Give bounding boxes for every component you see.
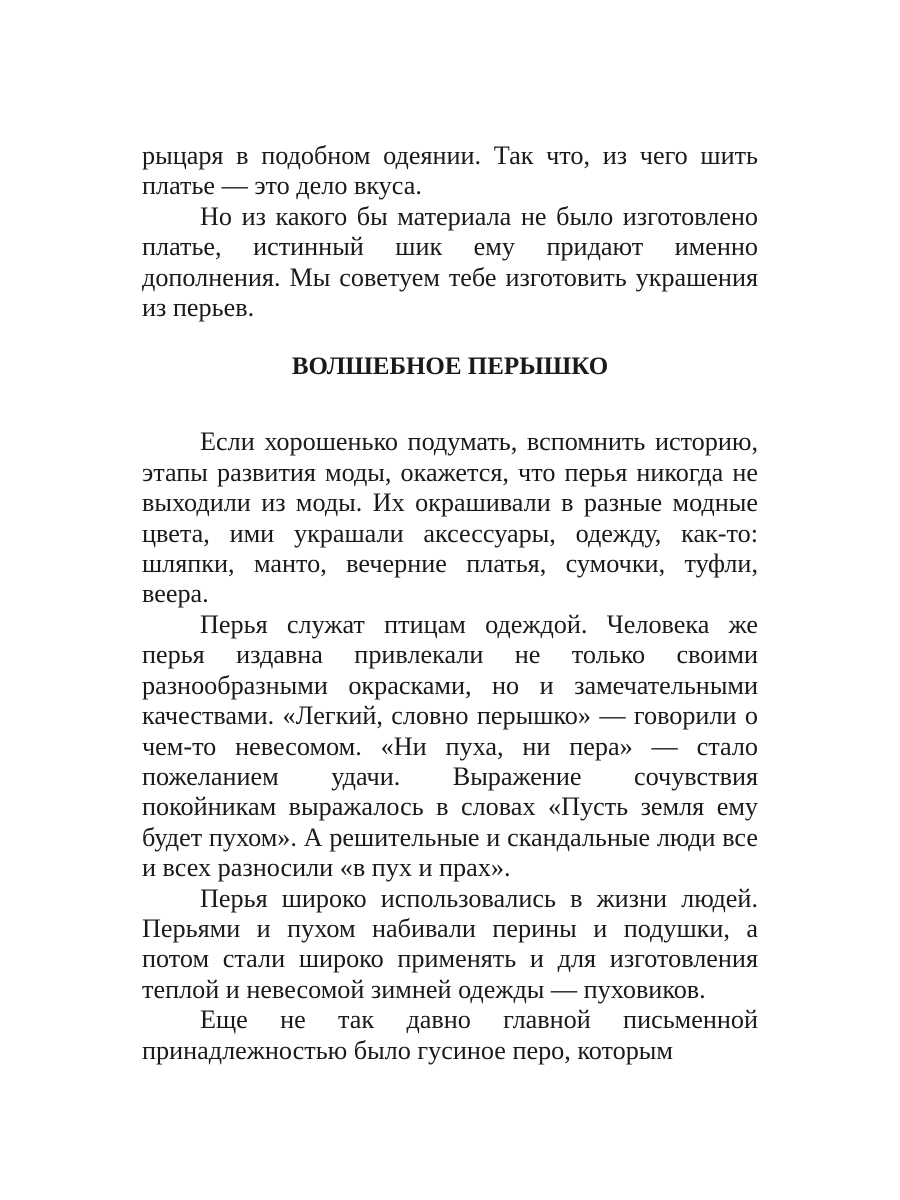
paragraph-fashion-history: Если хорошенько подумать, вспомнить историю, этапы развития моды, окажется, что перья никогда не выходили из моды. Их окрашивали в разные модные цвета, ими украшали аксессуары, одежду, как-то: шляпки, манто, вечерние платья, сумочки, туфли, веера.: [142, 427, 758, 609]
page-body: [142, 141, 758, 1066]
paragraph-continuation: рыцаря в подобном одеянии. Так что, из чего шить платье — это дело вкуса.: [142, 141, 758, 201]
paragraph-feather-uses: Перья широко использовались в жизни людей. Перьями и пухом набивали перины и подушки, а потом стали широко применять и для изготовления теплой и невесомой зимней одежды — пуховиков.: [142, 883, 758, 1004]
paragraph-feather-sayings: Перья служат птицам одеждой. Человека же перья издавна привлекали не только своими разнообразными окрасками, но и замечательными качествами. «Легкий, словно перышко» — говорили о чем-то невесомом. «Ни пуха, ни пера» — стало пожеланием удачи. Выражение сочувствия покойникам выражалось в словах «Пусть земля ему будет пухом». А решительные и скандальные люди все и всех разносили «в пух и прах».: [142, 609, 758, 883]
paragraph-materials: Но из какого бы материала не было изготовлено платье, истинный шик ему придают именно дополнения. Мы советуем тебе изготовить украшения из перьев.: [142, 201, 758, 323]
section-heading: ВОЛШЕБНОЕ ПЕРЫШКО: [291, 353, 609, 381]
paragraph-quill: Еще не так давно главной письменной принадлежностью было гусиное перо, которым: [142, 1005, 758, 1065]
